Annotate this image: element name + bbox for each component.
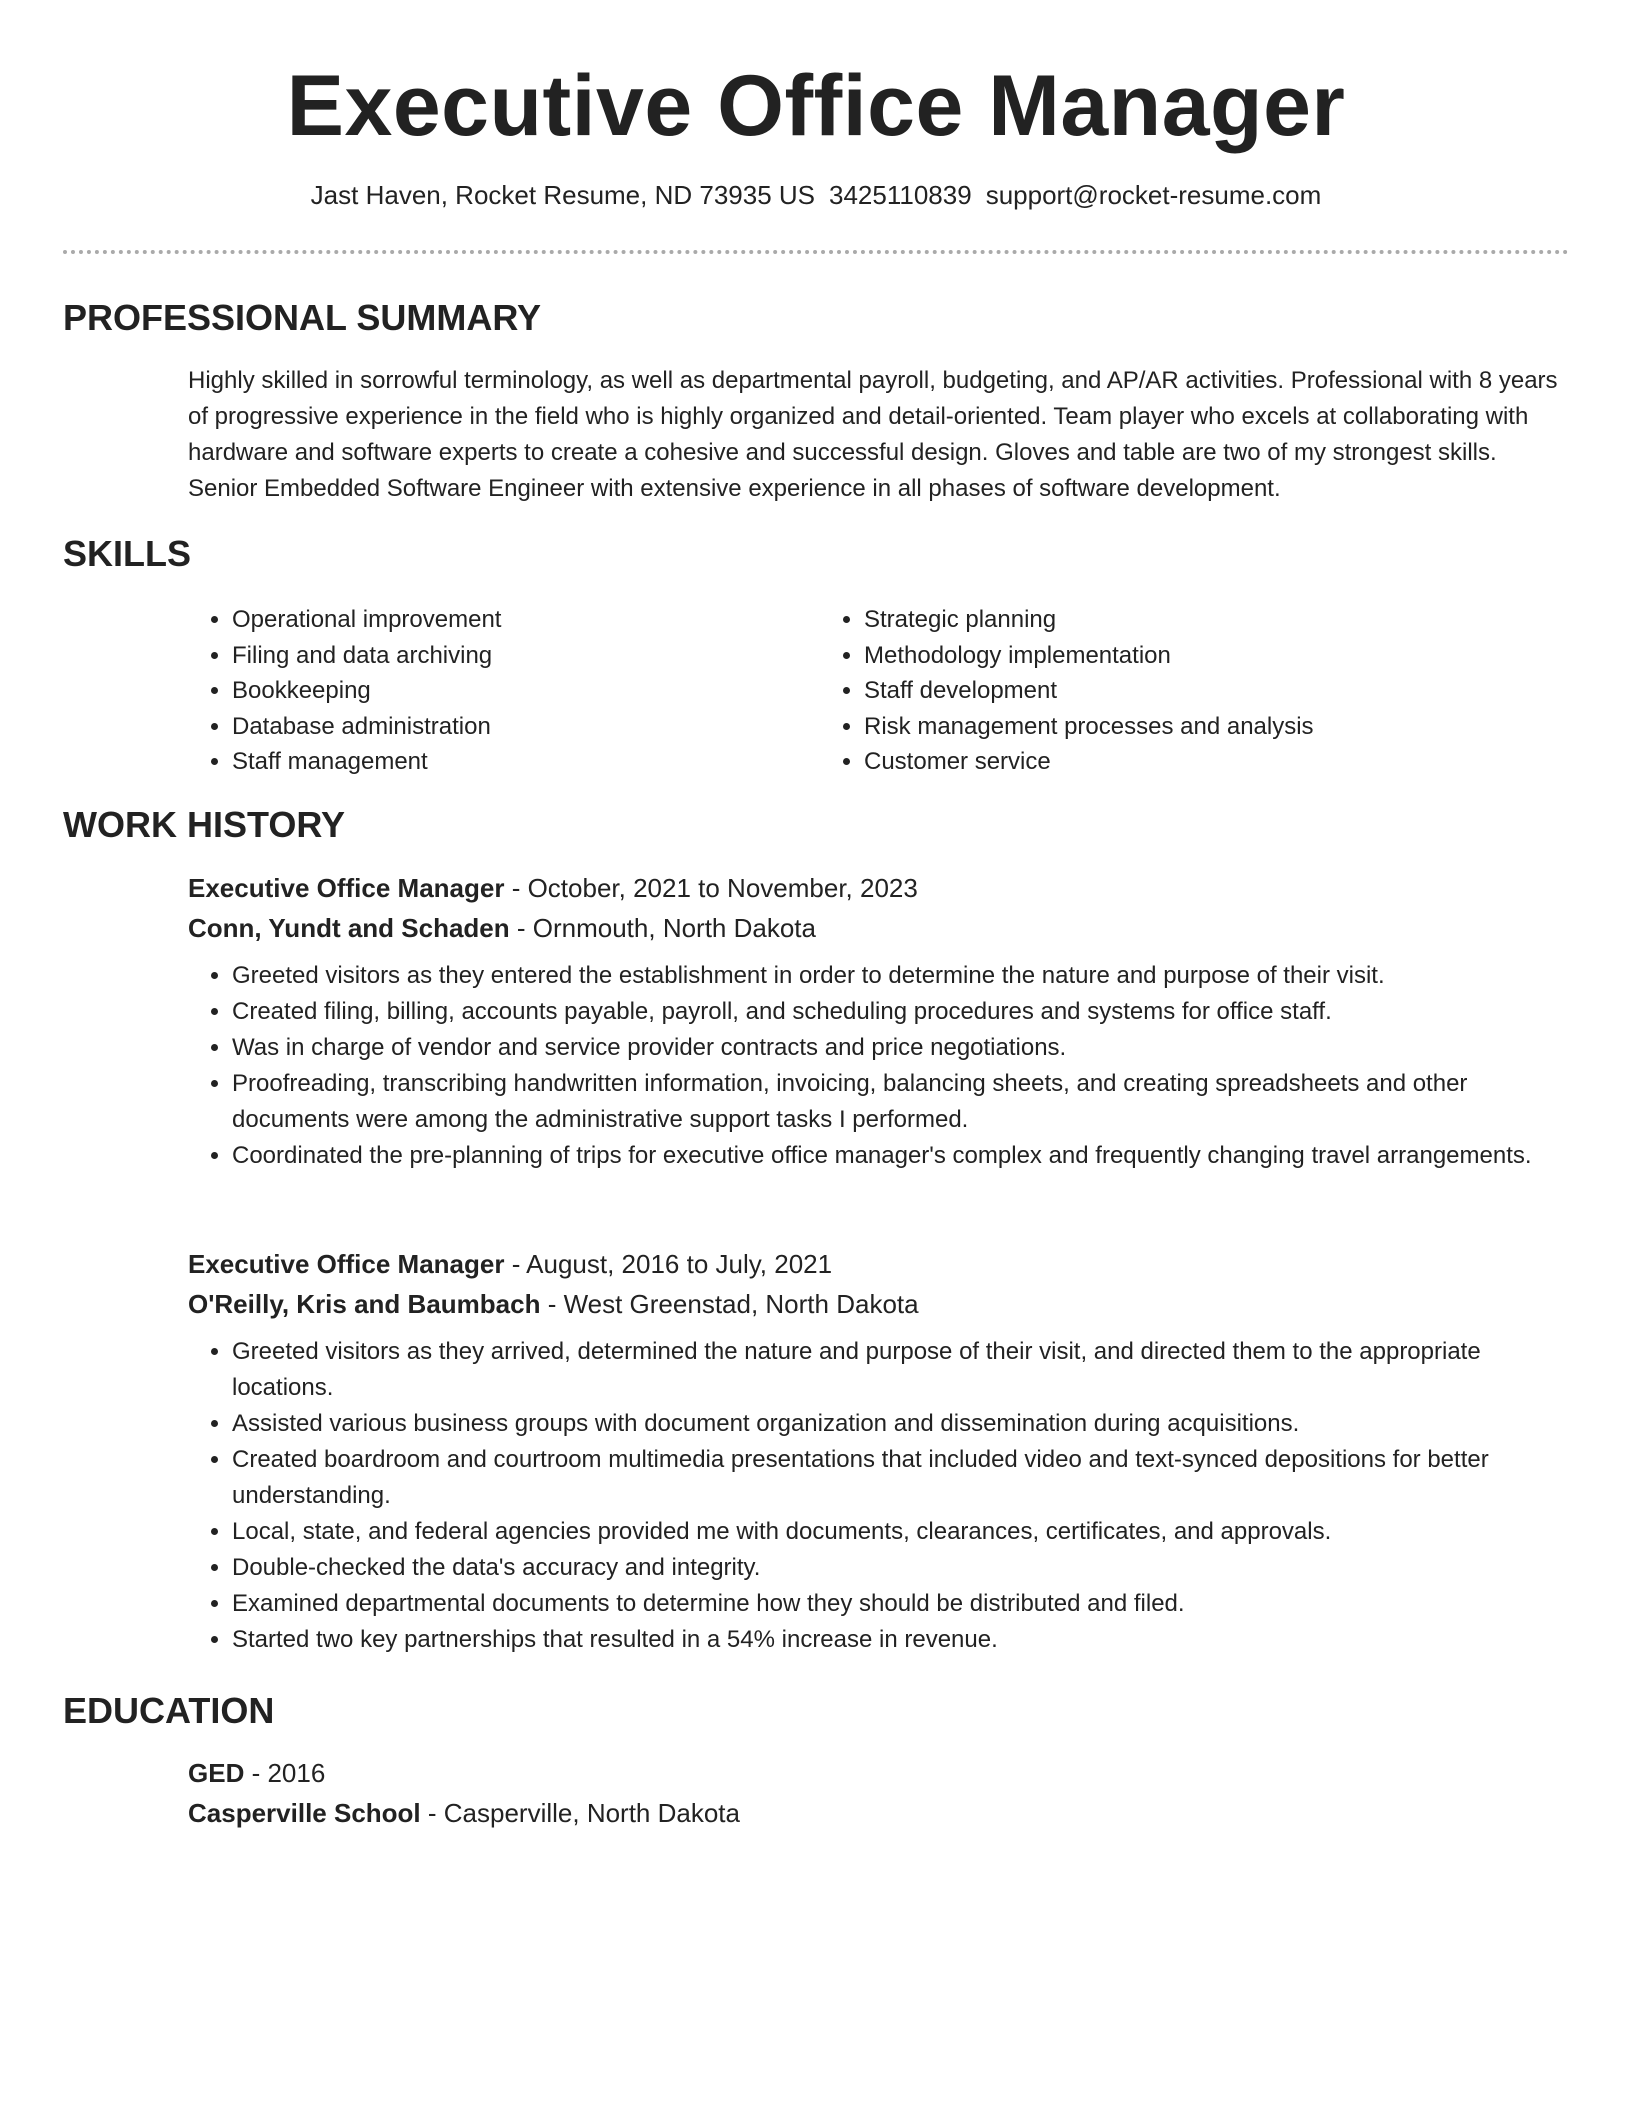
job-bullet: • Coordinated the pre-planning of trips for executive office manager's complex and frequently changing travel arrangements. xyxy=(232,1138,1568,1174)
job-company-line xyxy=(188,908,1568,948)
job-bullet: • Double-checked the data's accuracy and integrity. xyxy=(232,1550,1568,1586)
job-dates: - August, 2016 to July, 2021 xyxy=(504,1249,833,1279)
skill-item: • Strategic planning xyxy=(864,602,1563,638)
job-bullet: • Greeted visitors as they entered the establishment in order to determine the nature and purpose of their visit. xyxy=(232,958,1568,994)
job-bullet: • Examined departmental documents to determine how they should be distributed and filed. xyxy=(232,1586,1568,1622)
address: Jast Haven, Rocket Resume, ND 73935 US xyxy=(310,180,816,210)
job-company: Conn, Yundt and Schaden xyxy=(188,913,510,943)
skill-item: • Risk management processes and analysis xyxy=(864,709,1563,745)
work-history-heading: WORK HISTORY xyxy=(63,804,346,845)
header-divider xyxy=(63,250,1569,254)
skills-heading: SKILLS xyxy=(63,533,192,574)
skill-item: • Customer service xyxy=(864,744,1563,780)
job-bullet: • Proofreading, transcribing handwritten information, invoicing, balancing sheets, and creating spreadsheets and other documents were among the administrative support tasks I performed. xyxy=(232,1066,1568,1138)
degree-line xyxy=(188,1753,1568,1793)
skills-column-right xyxy=(820,602,1563,780)
job-role: Executive Office Manager xyxy=(188,1249,505,1279)
job-bullet: • Local, state, and federal agencies provided me with documents, clearances, certificates, and approvals. xyxy=(232,1514,1568,1550)
job-bullet: • Started two key partnerships that resulted in a 54% increase in revenue. xyxy=(232,1622,1568,1658)
candidate-name: Executive Office Manager xyxy=(286,58,1346,154)
skills-column-left xyxy=(188,602,820,780)
skill-item: • Bookkeeping xyxy=(232,673,820,709)
skills-list xyxy=(188,602,1563,780)
job-location: - West Greenstad, North Dakota xyxy=(540,1289,919,1319)
school-location: - Casperville, North Dakota xyxy=(420,1798,740,1828)
education-entry xyxy=(188,1753,1568,1833)
job-entry xyxy=(188,1244,1568,1658)
summary-heading: PROFESSIONAL SUMMARY xyxy=(63,297,542,338)
job-title-line xyxy=(188,1244,1568,1284)
school: Casperville School xyxy=(188,1798,421,1828)
skill-item: • Filing and data archiving xyxy=(232,638,820,674)
job-bullets xyxy=(188,1334,1568,1658)
job-bullet: • Created boardroom and courtroom multimedia presentations that included video and text-synced depositions for better understanding. xyxy=(232,1442,1568,1514)
job-bullets xyxy=(188,958,1568,1174)
job-entry xyxy=(188,868,1568,1174)
job-dates: - October, 2021 to November, 2023 xyxy=(504,873,918,903)
job-bullet: • Created filing, billing, accounts payable, payroll, and scheduling procedures and systems for office staff. xyxy=(232,994,1568,1030)
job-bullet: • Greeted visitors as they arrived, determined the nature and purpose of their visit, and directed them to the appropriate locations. xyxy=(232,1334,1568,1406)
skill-item: • Database administration xyxy=(232,709,820,745)
contact-line xyxy=(0,180,1632,210)
job-location: - Ornmouth, North Dakota xyxy=(509,913,816,943)
school-line xyxy=(188,1793,1568,1833)
job-company: O'Reilly, Kris and Baumbach xyxy=(188,1289,541,1319)
email: support@rocket-resume.com xyxy=(985,180,1322,210)
skill-item: • Staff management xyxy=(232,744,820,780)
job-bullet: • Was in charge of vendor and service provider contracts and price negotiations. xyxy=(232,1030,1568,1066)
skill-item: • Staff development xyxy=(864,673,1563,709)
education-heading: EDUCATION xyxy=(63,1690,275,1731)
degree: GED xyxy=(188,1758,245,1788)
skill-item: • Methodology implementation xyxy=(864,638,1563,674)
job-title-line xyxy=(188,868,1568,908)
job-company-line xyxy=(188,1284,1568,1324)
skill-item: • Operational improvement xyxy=(232,602,820,638)
degree-year: - 2016 xyxy=(244,1758,326,1788)
summary-text: Highly skilled in sorrowful terminology, as well as departmental payroll, budgeting, and AP/AR activities. Professional with 8 years of progressive experience in the field who is highly organized and detail-oriented. Team player who excels at collaborating with hardware and software experts to create a cohesive and successful design. Gloves and table are two of my strongest skills. Senior Embedded Software Engineer with extensive experience in all phases of software development. xyxy=(188,367,1558,502)
job-bullet: • Assisted various business groups with document organization and dissemination during acquisitions. xyxy=(232,1406,1568,1442)
phone: 3425110839 xyxy=(829,180,972,210)
job-role: Executive Office Manager xyxy=(188,873,505,903)
